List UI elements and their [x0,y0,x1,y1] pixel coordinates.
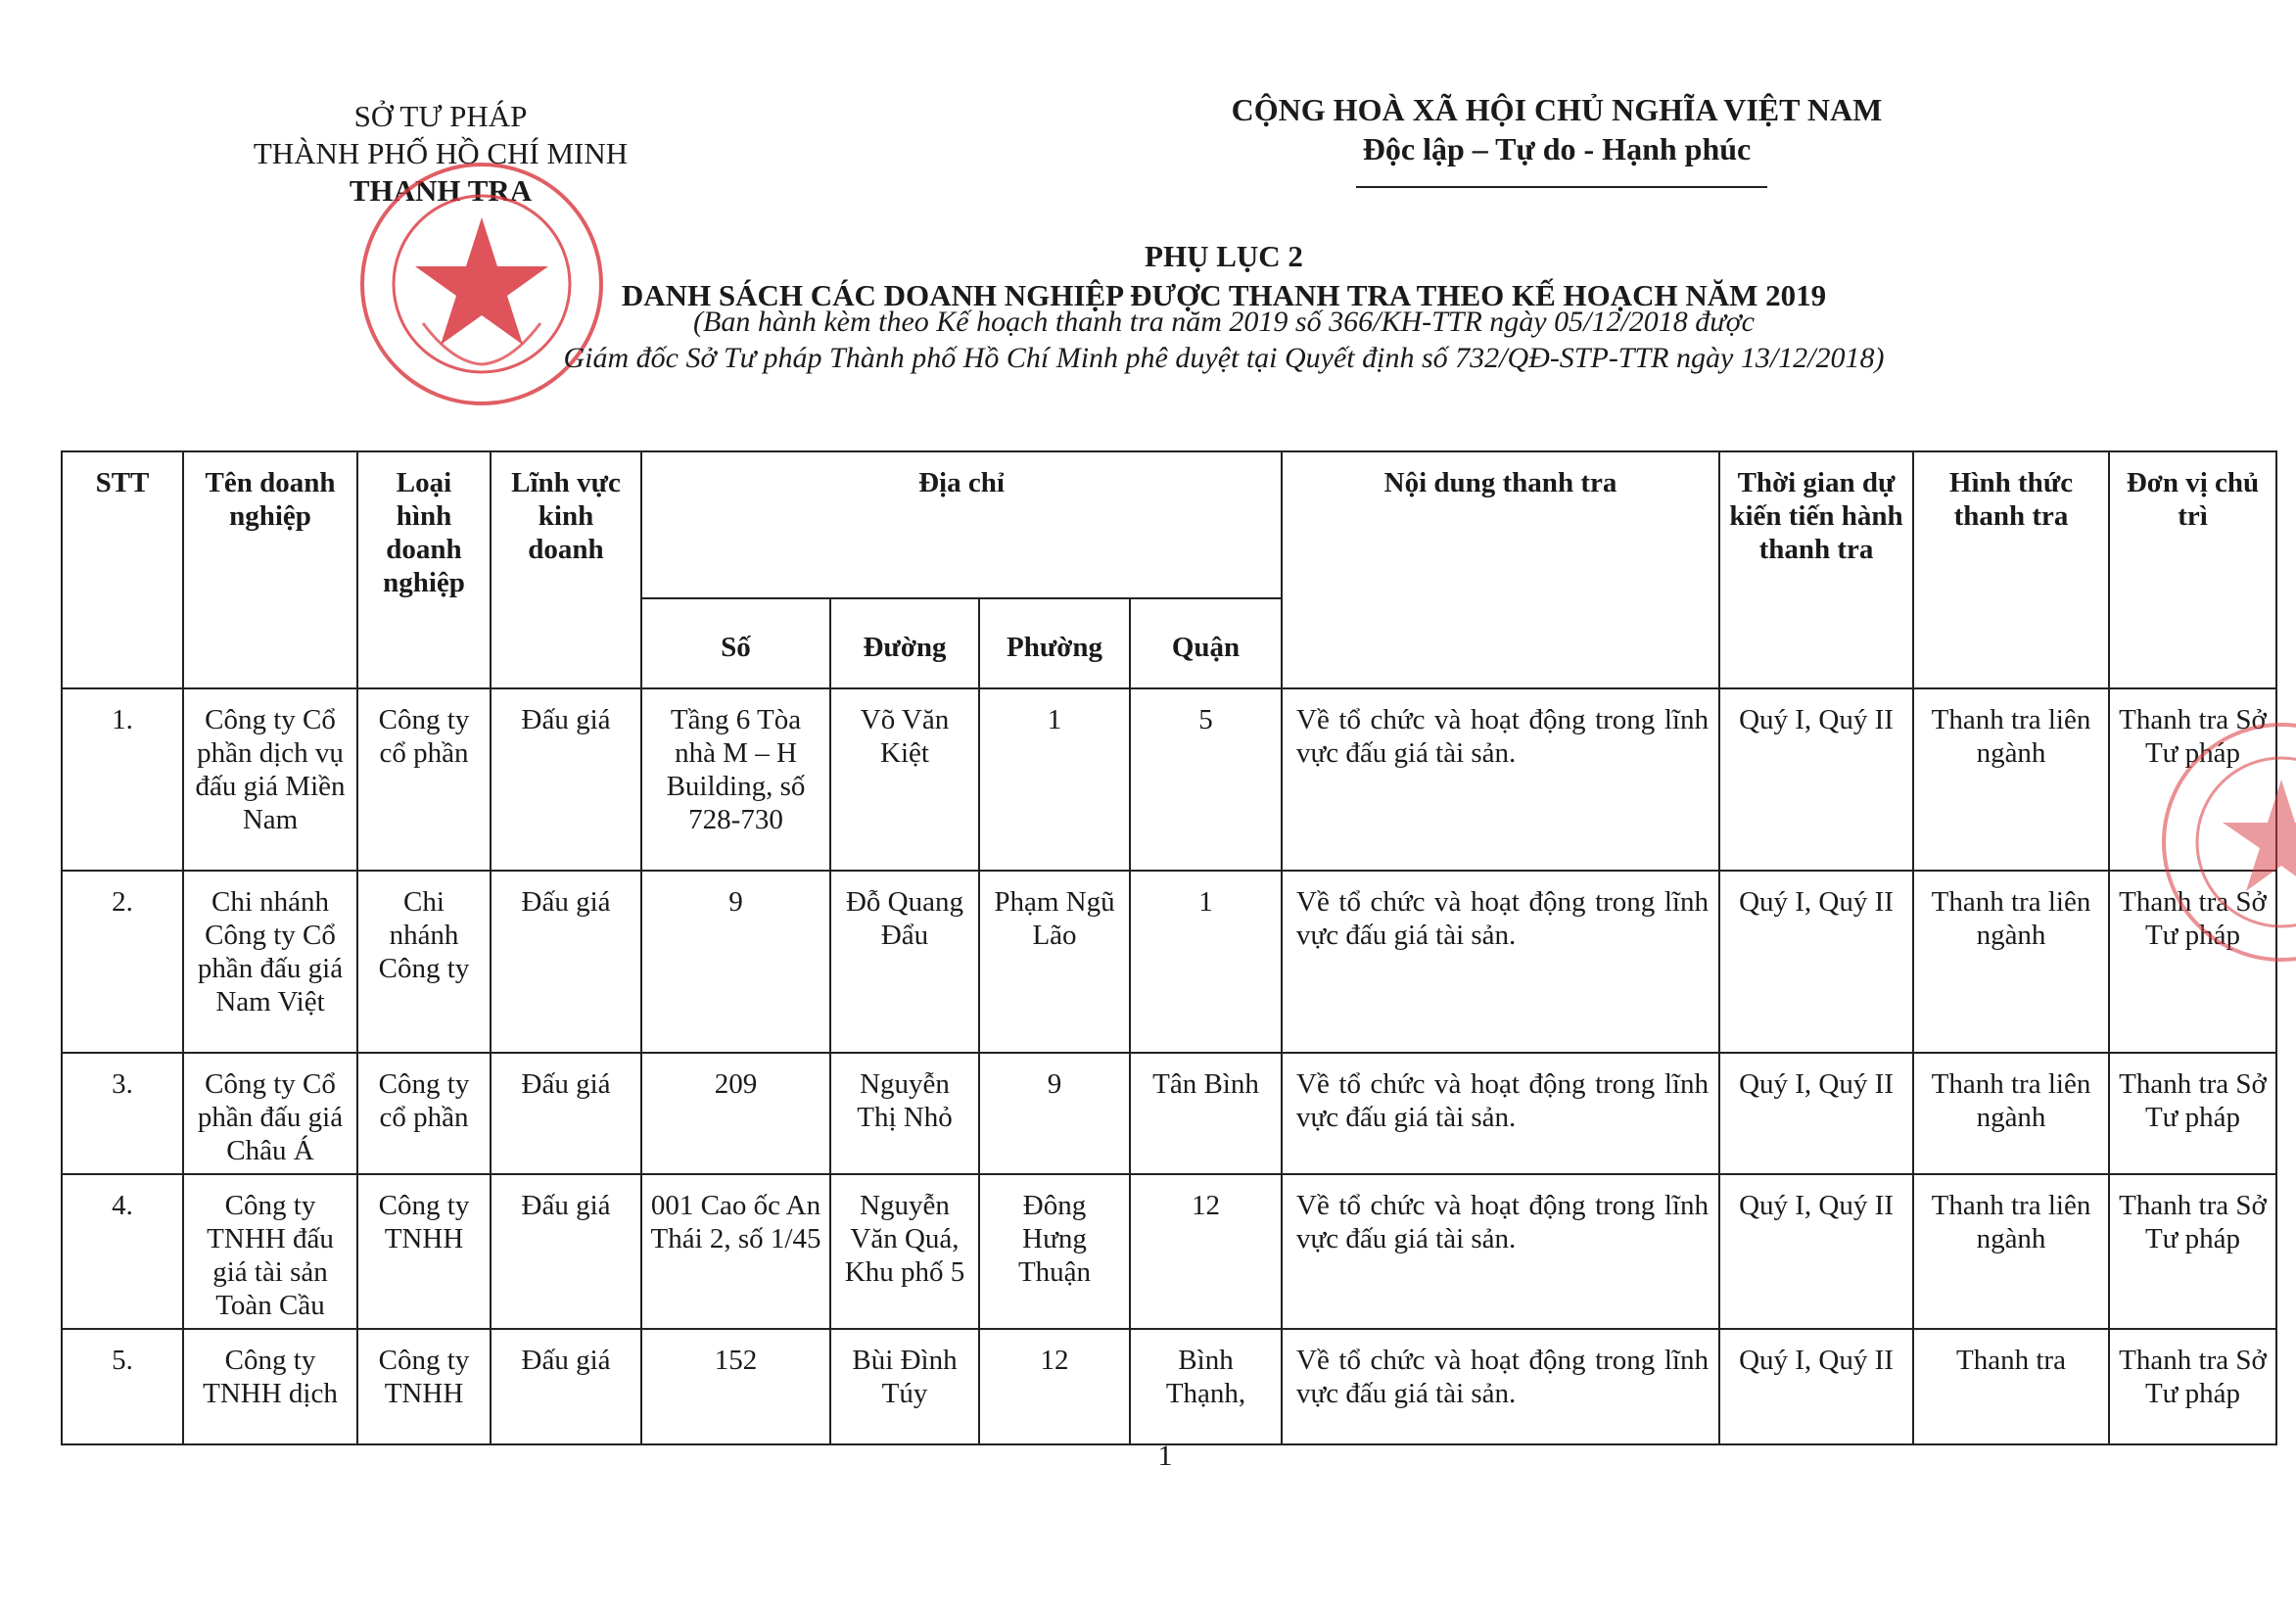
national-motto: Độc lập – Tự do - Hạnh phúc [1362,131,1752,166]
page-number: 1 [1157,1440,1173,1472]
cell-district: 1 [1130,871,1282,1053]
cell-stt: 2. [62,871,183,1053]
header-ward: Phường [979,598,1130,688]
header-form: Hình thức thanh tra [1913,451,2109,688]
table-row [62,1174,2276,1329]
cell-number: Tầng 6 Tòa nhà M – H Building, số 728-730 [641,688,830,871]
cell-business-field: Đấu giá [491,1053,641,1174]
cell-district: Bình Thạnh, [1130,1329,1282,1444]
cell-content: Về tổ chức và hoạt động trong lĩnh vực đấu giá tài sản. [1282,871,1719,1053]
cell-content: Về tổ chức và hoạt động trong lĩnh vực đấu giá tài sản. [1282,1053,1719,1174]
table-header-row [62,451,2276,598]
cell-district: Tân Bình [1130,1053,1282,1174]
cell-unit: Thanh tra Sở Tư pháp [2109,1329,2276,1444]
cell-stt: 4. [62,1174,183,1329]
national-name: CỘNG HOÀ XÃ HỘI CHỦ NGHĨA VIỆT NAM [1231,92,1883,127]
header-stt: STT [62,451,183,688]
cell-number: 001 Cao ốc An Thái 2, số 1/45 [641,1174,830,1329]
cell-time: Quý I, Quý II [1719,1053,1913,1174]
subtitle-line-1: (Ban hành kèm theo Kế hoạch thanh tra năm 2019 số 366/KH-TTR ngày 05/12/2018 được [693,306,1755,338]
cell-unit: Thanh tra Sở Tư pháp [2109,688,2276,871]
table-row [62,871,2276,1053]
cell-company-name: Công ty TNHH dịch [183,1329,357,1444]
list-title: DANH SÁCH CÁC DOANH NGHIỆP ĐƯỢC THANH TRA THEO KẾ HOẠCH NĂM 2019 [621,278,1827,312]
edge-seal-icon [2134,686,2296,999]
cell-form: Thanh tra liên ngành [1913,1174,2109,1329]
cell-content: Về tổ chức và hoạt động trong lĩnh vực đấu giá tài sản. [1282,688,1719,871]
cell-time: Quý I, Quý II [1719,688,1913,871]
cell-company-type: Chi nhánh Công ty [357,871,491,1053]
header-number: Số [641,598,830,688]
table-row [62,1329,2276,1444]
cell-number: 9 [641,871,830,1053]
cell-ward: 9 [979,1053,1130,1174]
cell-unit: Thanh tra Sở Tư pháp [2109,1053,2276,1174]
cell-form: Thanh tra liên ngành [1913,688,2109,871]
cell-company-name: Công ty TNHH đấu giá tài sản Toàn Cầu [183,1174,357,1329]
cell-time: Quý I, Quý II [1719,1329,1913,1444]
cell-form: Thanh tra liên ngành [1913,1053,2109,1174]
cell-business-field: Đấu giá [491,1174,641,1329]
cell-business-field: Đấu giá [491,1329,641,1444]
header-company-name: Tên doanh nghiệp [183,451,357,688]
cell-unit: Thanh tra Sở Tư pháp [2109,1174,2276,1329]
cell-ward: 1 [979,688,1130,871]
cell-time: Quý I, Quý II [1719,871,1913,1053]
cell-company-name: Chi nhánh Công ty Cổ phần đấu giá Nam Việt [183,871,357,1053]
cell-content: Về tổ chức và hoạt động trong lĩnh vực đấu giá tài sản. [1282,1174,1719,1329]
header-company-type: Loại hình doanh nghiệp [357,451,491,688]
table-row [62,688,2276,871]
cell-time: Quý I, Quý II [1719,1174,1913,1329]
cell-content: Về tổ chức và hoạt động trong lĩnh vực đấu giá tài sản. [1282,1329,1719,1444]
cell-ward: 12 [979,1329,1130,1444]
cell-company-name: Công ty Cổ phần dịch vụ đấu giá Miền Nam [183,688,357,871]
cell-stt: 3. [62,1053,183,1174]
agency-line-1: SỞ TƯ PHÁP [353,99,528,133]
cell-street: Đỗ Quang Đẩu [830,871,979,1053]
cell-company-type: Công ty TNHH [357,1174,491,1329]
cell-ward: Đông Hưng Thuận [979,1174,1130,1329]
cell-business-field: Đấu giá [491,688,641,871]
cell-stt: 1. [62,688,183,871]
cell-company-type: Công ty TNHH [357,1329,491,1444]
cell-street: Võ Văn Kiệt [830,688,979,871]
subtitle-line-2: Giám đốc Sở Tư pháp Thành phố Hồ Chí Minh phê duyệt tại Quyết định số 732/QĐ-STP-TTR ngày 13/12/2018) [563,342,1885,374]
cell-stt: 5. [62,1329,183,1444]
cell-form: Thanh tra liên ngành [1913,871,2109,1053]
cell-number: 209 [641,1053,830,1174]
cell-street: Nguyễn Thị Nhỏ [830,1053,979,1174]
cell-form: Thanh tra [1913,1329,2109,1444]
agency-line-2: THÀNH PHỐ HỒ CHÍ MINH [253,136,629,170]
header-address: Địa chỉ [641,451,1282,598]
cell-ward: Phạm Ngũ Lão [979,871,1130,1053]
cell-business-field: Đấu giá [491,871,641,1053]
agency-line-3: THANH TRA [349,173,533,208]
cell-street: Bùi Đình Túy [830,1329,979,1444]
header-business-field: Lĩnh vực kinh doanh [491,451,641,688]
cell-company-type: Công ty cổ phần [357,1053,491,1174]
header-time: Thời gian dự kiến tiến hành thanh tra [1719,451,1913,688]
cell-unit: Thanh tra Sở Tư pháp [2109,871,2276,1053]
header-street: Đường [830,598,979,688]
cell-district: 12 [1130,1174,1282,1329]
motto-underline [1356,186,1767,188]
header-content: Nội dung thanh tra [1282,451,1719,688]
header-unit: Đơn vị chủ trì [2109,451,2276,688]
table-row [62,1053,2276,1174]
cell-company-name: Công ty Cổ phần đấu giá Châu Á [183,1053,357,1174]
cell-company-type: Công ty cổ phần [357,688,491,871]
national-header [1155,90,1958,168]
header-district: Quận [1130,598,1282,688]
cell-number: 152 [641,1329,830,1444]
appendix-label: PHỤ LỤC 2 [1145,239,1303,273]
document-subtitle [392,304,2056,376]
enterprise-table [61,450,2277,1445]
cell-street: Nguyễn Văn Quá, Khu phố 5 [830,1174,979,1329]
cell-district: 5 [1130,688,1282,871]
